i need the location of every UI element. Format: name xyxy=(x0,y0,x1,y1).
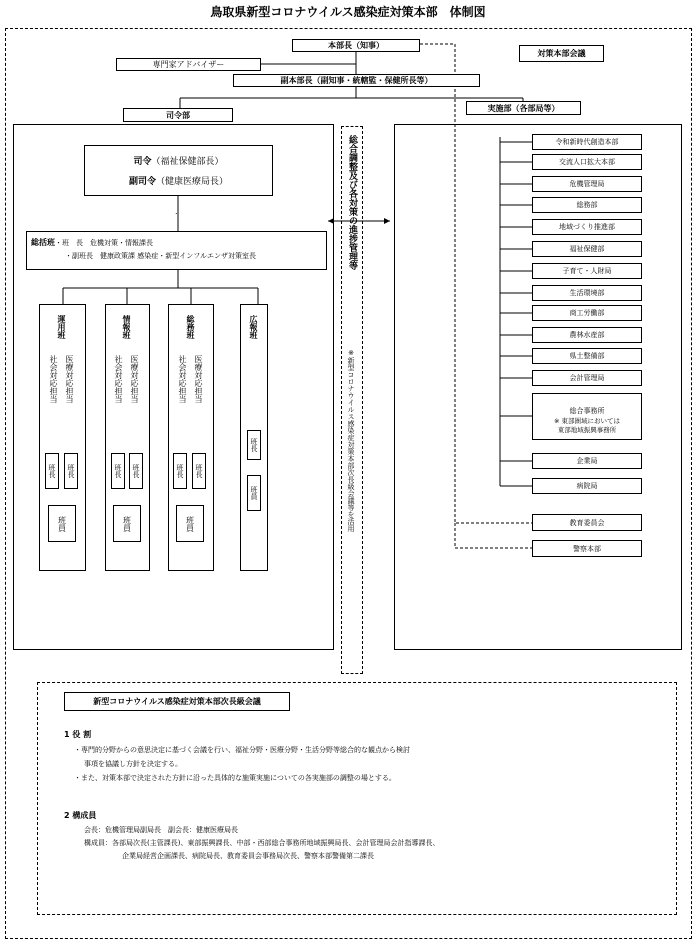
team-name: 情報班 xyxy=(122,315,131,339)
leader-box: 班長 xyxy=(45,453,59,489)
commander-title: 司令 xyxy=(133,157,152,167)
team-duty: 医療対応担当 xyxy=(65,355,74,403)
dept-box-external: 警察本部 xyxy=(532,540,642,557)
dept-box-external: 教育委員会 xyxy=(532,514,642,531)
section1-line: 事項を協議し方針を決定する。 xyxy=(84,760,182,768)
general-office-box xyxy=(532,393,642,440)
dept-box: 企業局 xyxy=(532,453,642,469)
general-team-name: 総括班 xyxy=(31,238,55,247)
general-office-line2: ※ 東部圏域においては xyxy=(553,417,620,425)
dept-box: 病院局 xyxy=(532,478,642,494)
leader-box: 班長 xyxy=(173,453,187,489)
dept-box: 会計管理局 xyxy=(532,370,642,386)
dept-box: 令和新時代創造本部 xyxy=(532,134,642,150)
general-office-line1: 総合事務所 xyxy=(569,407,605,415)
commander-role: （福祉保健部長） xyxy=(151,157,224,167)
implementation-label: 実施部（各部局等） xyxy=(466,101,581,115)
team-name: 運用班 xyxy=(57,315,66,339)
section1-line: ・専門的分野からの意思決定に基づく会議を行い、福祉分野・医療分野・生活分野等総合的な観点から検討 xyxy=(74,746,410,754)
team-name: 総務班 xyxy=(186,315,195,339)
team-name: 広報班 xyxy=(249,315,258,339)
team-column xyxy=(105,304,150,571)
section1-heading: 1 役 割 xyxy=(64,730,92,739)
vice-chief-box: 副本部長（副知事・統轄監・保健所長等） xyxy=(233,74,480,87)
section2-line: 会長：危機管理局副局長 副会長：健康医療局長 xyxy=(84,826,238,834)
command-label: 司令部 xyxy=(123,108,233,122)
team-duty: 社会対応担当 xyxy=(178,355,187,403)
coordination-column xyxy=(341,126,363,674)
deputy-meeting-title: 新型コロナウイルス感染症対策本部次長級会議 xyxy=(64,692,290,711)
section2-heading: 2 構成員 xyxy=(64,811,97,820)
section1-line: ・また、対策本部で決定された方針に沿った具体的な施策実施についての各実施部の調整の場とする。 xyxy=(74,774,396,782)
coordination-note: ※新型コロナウイルス感染症対策本部次長級会議等を活用 xyxy=(347,349,355,532)
dept-box: 生活環境部 xyxy=(532,285,642,301)
member-box: 班員 xyxy=(48,505,76,542)
section2-line: 企業局経営企画課長、病院局長、教育委員会事務局次長、警察本部警備第二課長 xyxy=(122,852,374,860)
vice-commander-role: （健康医療局長） xyxy=(156,177,229,187)
team-column xyxy=(240,304,268,571)
member-box: 班員 xyxy=(247,475,261,511)
leader-box: 班長 xyxy=(247,430,261,460)
general-team-box xyxy=(26,231,327,270)
dept-box: 農林水産部 xyxy=(532,327,642,343)
dept-box: 総務部 xyxy=(532,197,642,213)
general-team-line1: ・班 長 危機対策・情報課長 xyxy=(55,239,153,247)
deputy-meeting-frame xyxy=(37,682,677,915)
vice-commander-title: 副司令 xyxy=(128,177,156,187)
member-box: 班員 xyxy=(113,505,141,542)
general-office-line3: 東部地域振興事務所 xyxy=(557,426,617,434)
leader-box: 班長 xyxy=(129,453,143,489)
dept-box: 県土整備部 xyxy=(532,348,642,364)
leader-box: 班長 xyxy=(192,453,206,489)
coordination-label: 総合調整及び各対策の進捗管理等 xyxy=(347,135,357,270)
dept-box: 危機管理局 xyxy=(532,176,642,192)
dept-box: 地域づくり推進部 xyxy=(532,219,642,235)
team-duty: 医療対応担当 xyxy=(130,355,139,403)
team-column xyxy=(168,304,214,571)
advisor-box: 専門家アドバイザー xyxy=(116,58,261,71)
dept-box: 商工労働部 xyxy=(532,305,642,321)
team-column xyxy=(39,304,86,571)
team-duty: 社会対応担当 xyxy=(49,355,58,403)
dept-box: 福祉保健部 xyxy=(532,241,642,257)
member-box: 班員 xyxy=(176,505,204,542)
svg-text:.: . xyxy=(175,207,178,216)
meeting-label: 対策本部会議 xyxy=(519,45,604,62)
hq-chief-box: 本部長（知事） xyxy=(292,39,420,52)
dept-box: 交流人口拡大本部 xyxy=(532,154,642,170)
leader-box: 班長 xyxy=(64,453,78,489)
leader-box: 班長 xyxy=(111,453,125,489)
section2-line: 構成員：各部局次長(主管課長)、東部振興課長、中部・西部総合事務所地域振興局長、会計管理局会計指導課長、 xyxy=(84,839,440,847)
dept-box: 子育て・人財局 xyxy=(532,263,642,279)
general-team-line2: ・副班長 健康政策課 感染症・新型インフルエンザ対策室長 xyxy=(65,252,256,260)
page-title: 鳥取県新型コロナウイルス感染症対策本部 体制図 xyxy=(210,5,486,19)
team-duty: 医療対応担当 xyxy=(194,355,203,403)
team-duty: 社会対応担当 xyxy=(114,355,123,403)
commander-box xyxy=(84,145,273,196)
